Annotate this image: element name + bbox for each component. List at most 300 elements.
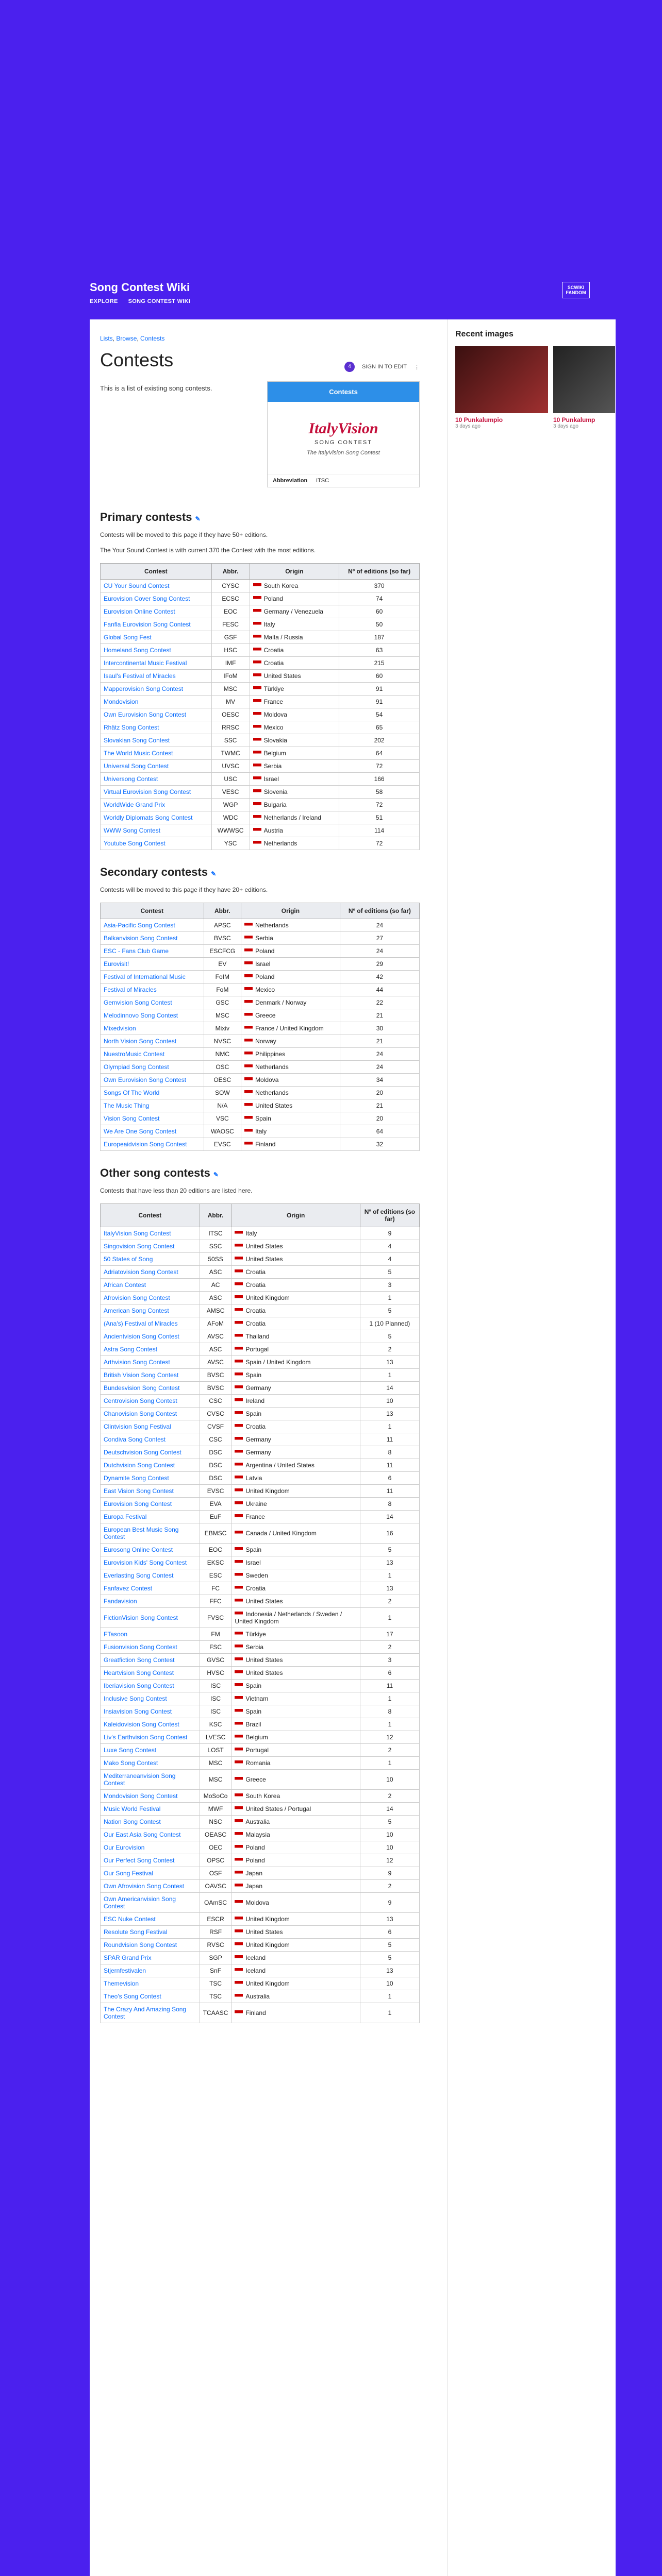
flag-icon [244,1103,253,1109]
contest-editions: 64 [340,1125,419,1138]
contest-name[interactable]: Theo's Song Contest [101,1990,200,2003]
contest-origin [231,1498,360,1511]
infobox-logo [268,402,419,474]
contest-origin [250,721,339,734]
contest-origin [231,1841,360,1854]
contest-name[interactable]: Adriatovision Song Contest [101,1266,200,1279]
contest-abbr: VESC [211,786,250,799]
wiki-title[interactable]: Song Contest Wiki [90,281,190,294]
flag-icon [235,1696,243,1702]
contest-abbr: MSC [211,683,250,696]
flag-icon [235,1282,243,1288]
contest-name[interactable]: Inclusive Song Contest [101,1692,200,1705]
contest-editions: 9 [360,1227,419,1240]
wiki-nav [90,298,616,304]
primary-note: Contests will be moved to this page if they have 50+ editions. [100,531,268,538]
contest-name[interactable]: Virtual Eurovision Song Contest [101,786,212,799]
contest-name[interactable]: Eurovision Song Contest [101,1498,200,1511]
contest-origin [231,1395,360,1408]
contest-name[interactable]: Bundesvision Song Contest [101,1382,200,1395]
contest-name[interactable]: Own Eurovision Song Contest [101,708,212,721]
contest-origin [241,1125,340,1138]
contest-name[interactable]: Own Americanvision Song Contest [101,1893,200,1913]
origin-text: United Kingdom [245,1487,290,1495]
column-header[interactable]: Nº of editions (so far) [360,1204,419,1227]
contest-origin [241,1138,340,1151]
primary-title: Primary contests [100,511,192,523]
table-row [101,996,420,1009]
contest-name[interactable]: Centrovision Song Contest [101,1395,200,1408]
table-row [101,1523,420,1544]
column-header[interactable]: Nº of editions (so far) [340,903,419,919]
contest-name[interactable]: Kaleidovision Song Contest [101,1718,200,1731]
contest-editions: 11 [360,1433,419,1446]
contest-name[interactable]: Mako Song Contest [101,1757,200,1770]
origin-text: Moldova [245,1899,269,1906]
comments-icon[interactable]: 4 [344,362,355,372]
flag-icon [244,1077,253,1083]
infobox-abbr-label: Abbreviation [273,478,308,484]
contest-name[interactable]: Intercontinental Music Festival [101,657,212,670]
contest-origin [231,1292,360,1304]
table-row [101,1926,420,1939]
flag-icon [235,1942,243,1948]
nav-wiki[interactable]: SONG CONTEST WIKI [128,298,191,304]
contest-abbr: SSC [200,1240,231,1253]
contest-editions: 24 [340,1048,419,1061]
contest-name[interactable]: Songs Of The World [101,1087,204,1099]
table-row [101,1641,420,1654]
contest-origin [250,760,339,773]
contest-name[interactable]: Fanfavez Contest [101,1582,200,1595]
contest-name[interactable]: FTasoon [101,1628,200,1641]
contest-name[interactable]: CU Your Sound Contest [101,580,212,592]
origin-text: Iceland [245,1967,266,1974]
rail-item[interactable] [455,346,548,429]
contest-name[interactable]: African Contest [101,1279,200,1292]
rail-item[interactable] [553,346,615,429]
table-row [101,605,420,618]
contest-editions: 12 [360,1854,419,1867]
contest-name[interactable]: Eurovision Kids' Song Contest [101,1556,200,1569]
contest-origin [231,1880,360,1893]
contest-abbr: ISC [200,1692,231,1705]
flag-icon [235,1321,243,1327]
contest-name[interactable]: Europa Festival [101,1511,200,1523]
contest-abbr: GSC [204,996,241,1009]
contest-name[interactable]: Fusionvision Song Contest [101,1641,200,1654]
edit-icon[interactable]: ✎ [195,515,201,522]
origin-text: Spain [255,1115,271,1122]
table-row [101,1099,420,1112]
contest-origin [231,1744,360,1757]
contest-name[interactable]: Asia-Pacific Song Contest [101,919,204,932]
origin-text: Poland [245,1844,265,1851]
contest-abbr: ESC [200,1569,231,1582]
contest-name[interactable]: Mediterraneanvision Song Contest [101,1770,200,1790]
contest-editions: 6 [360,1926,419,1939]
rail-image[interactable] [455,346,548,413]
origin-text: United States [245,1243,283,1250]
origin-text: Croatia [245,1585,266,1592]
contest-name[interactable]: Mapperovision Song Contest [101,683,212,696]
contest-name[interactable]: Arthvision Song Contest [101,1356,200,1369]
contest-editions: 370 [339,580,420,592]
contest-abbr: WDC [211,811,250,824]
contest-name[interactable]: WorldWide Grand Prix [101,799,212,811]
rail-image[interactable] [553,346,615,413]
contest-name[interactable]: Nation Song Contest [101,1816,200,1828]
contest-name[interactable]: Luxe Song Contest [101,1744,200,1757]
origin-text: France / United Kingdom [255,1025,324,1032]
table-row [101,945,420,958]
contest-name[interactable]: Our East Asia Song Contest [101,1828,200,1841]
contest-name[interactable]: 50 States of Song [101,1253,200,1266]
table-header-row [101,1204,420,1227]
origin-text: Sweden [245,1572,268,1579]
contest-name[interactable]: Eurovision Cover Song Contest [101,592,212,605]
table-row [101,1087,420,1099]
contest-abbr: TSC [200,1990,231,2003]
contest-name[interactable]: Themevision [101,1977,200,1990]
origin-text: Greece [245,1776,266,1783]
contest-abbr: AMSC [200,1304,231,1317]
contest-editions: 11 [360,1680,419,1692]
wiki-header [90,281,616,312]
table-row [101,1964,420,1977]
contest-name[interactable]: East Vision Song Contest [101,1485,200,1498]
contest-editions: 10 [360,1395,419,1408]
contest-name[interactable]: Our Eurovision [101,1841,200,1854]
contest-name[interactable]: Worldly Diplomats Song Contest [101,811,212,824]
contest-name[interactable]: Gemvision Song Contest [101,996,204,1009]
flag-icon [253,699,261,705]
contest-origin [241,1087,340,1099]
column-header[interactable]: Contest [101,903,204,919]
nav-explore[interactable]: EXPLORE [90,298,118,304]
contest-name[interactable]: Resolute Song Festival [101,1926,200,1939]
contest-origin [250,734,339,747]
contest-editions: 10 [360,1770,419,1790]
contest-name[interactable]: We Are One Song Contest [101,1125,204,1138]
contest-name[interactable]: Festival of Miracles [101,984,204,996]
contest-abbr: ESCFCG [204,945,241,958]
origin-text: Mexico [263,724,284,731]
logo-sub: SONG CONTEST [314,439,372,446]
column-header[interactable]: Contest [101,564,212,580]
origin-text: Serbia [255,935,273,942]
contest-name[interactable]: Music World Festival [101,1803,200,1816]
contest-editions: 14 [360,1511,419,1523]
edit-icon[interactable]: ✎ [213,1171,219,1178]
contest-name[interactable]: Mixedvision [101,1022,204,1035]
rail-caption[interactable]: 10 Punkalump [553,416,595,423]
contest-abbr: EOC [200,1544,231,1556]
contest-abbr: RSF [200,1926,231,1939]
origin-text: Netherlands [255,1063,289,1071]
flag-icon [253,583,261,589]
contest-name[interactable]: Youtube Song Contest [101,837,212,850]
table-row [101,1138,420,1151]
contest-name[interactable]: Our Perfect Song Contest [101,1854,200,1867]
page-content [90,319,616,2576]
column-header[interactable]: Abbr. [211,564,250,580]
contest-editions: 8 [360,1498,419,1511]
contest-name[interactable]: Singovision Song Contest [101,1240,200,1253]
contest-name[interactable]: Liv's Earthvision Song Contest [101,1731,200,1744]
contest-editions: 21 [340,1099,419,1112]
column-header[interactable]: Abbr. [204,903,241,919]
rail-caption[interactable]: 10 Punkalumpio [455,416,503,423]
column-header[interactable]: Nº of editions (so far) [339,564,420,580]
contest-name[interactable]: ItalyVision Song Contest [101,1227,200,1240]
contest-name[interactable]: Stjernfestivalen [101,1964,200,1977]
contest-name[interactable]: ESC - Fans Club Game [101,945,204,958]
contest-origin [231,1816,360,1828]
column-header[interactable]: Abbr. [200,1204,231,1227]
table-row [101,1828,420,1841]
contest-origin [250,592,339,605]
contest-name[interactable]: FictionVision Song Contest [101,1608,200,1628]
contest-name[interactable]: North Vision Song Contest [101,1035,204,1048]
table-row [101,1266,420,1279]
flag-icon [253,841,261,846]
contest-name[interactable]: Afrovision Song Contest [101,1292,200,1304]
contest-abbr: CVSC [200,1408,231,1420]
contest-name[interactable]: Clintvision Song Festival [101,1420,200,1433]
infobox [267,381,420,487]
contest-editions: 5 [360,1330,419,1343]
origin-text: United Kingdom [245,1941,290,1948]
contest-name[interactable]: Eurovisit! [101,958,204,971]
table-row [101,1569,420,1582]
contest-name[interactable]: Everlasting Song Contest [101,1569,200,1582]
contest-name[interactable]: Olympiad Song Contest [101,1061,204,1074]
contest-name[interactable]: Fandavision [101,1595,200,1608]
table-row [101,1472,420,1485]
table-row [101,1803,420,1816]
contest-origin [231,1356,360,1369]
contest-origin [231,1654,360,1667]
contest-name[interactable]: Balkanvision Song Contest [101,932,204,945]
fandom-logo[interactable]: SCWIKI FANDOM [562,282,590,298]
contest-name[interactable]: Iberiavision Song Contest [101,1680,200,1692]
flag-icon [235,1981,243,1987]
contest-abbr: MWF [200,1803,231,1816]
contest-name[interactable]: WWW Song Contest [101,824,212,837]
flag-icon [235,1573,243,1579]
origin-text: Norway [255,1038,276,1045]
contest-editions: 5 [360,1952,419,1964]
contest-name[interactable]: British Vision Song Contest [101,1369,200,1382]
contest-name[interactable]: Isaul's Festival of Miracles [101,670,212,683]
contest-name[interactable]: Eurosong Online Contest [101,1544,200,1556]
contest-origin [231,1790,360,1803]
flag-icon [253,673,261,679]
contest-name[interactable]: Slovakian Song Contest [101,734,212,747]
table-row [101,1867,420,1880]
edit-icon[interactable]: ✎ [211,870,217,877]
contest-origin [231,1926,360,1939]
flag-icon [235,1760,243,1766]
flag-icon [244,923,253,928]
contest-editions: 1 [360,1718,419,1731]
contest-name[interactable]: Dynamite Song Contest [101,1472,200,1485]
secondary-note: Contests will be moved to this page if they have 20+ editions. [100,886,268,893]
more-icon[interactable]: ⋮ [414,364,420,370]
contest-name[interactable]: Heartvision Song Contest [101,1667,200,1680]
table-row [101,1485,420,1498]
contest-editions: 12 [360,1731,419,1744]
contest-abbr: OPSC [200,1854,231,1867]
table-row [101,1692,420,1705]
origin-text: Israel [263,775,279,783]
contest-name[interactable]: Own Afrovision Song Contest [101,1880,200,1893]
contest-name[interactable]: Astra Song Contest [101,1343,200,1356]
table-row [101,799,420,811]
contest-abbr: WGP [211,799,250,811]
other-heading [100,1166,420,1180]
contest-origin [231,1952,360,1964]
contest-abbr: NMC [204,1048,241,1061]
contest-editions: 27 [340,932,419,945]
flag-icon [235,1269,243,1275]
flag-icon [244,1064,253,1070]
contest-name[interactable]: The World Music Contest [101,747,212,760]
contest-name[interactable]: Deutschvision Song Contest [101,1446,200,1459]
contest-abbr: AVSC [200,1356,231,1369]
column-header[interactable]: Origin [250,564,339,580]
flag-icon [253,789,261,795]
contest-abbr: EuF [200,1511,231,1523]
flag-icon [235,1347,243,1352]
contest-editions: 72 [339,799,420,811]
contest-name[interactable]: SPAR Grand Prix [101,1952,200,1964]
contest-name[interactable]: Mondovision Song Contest [101,1790,200,1803]
origin-text: United States [245,1256,283,1263]
contest-name[interactable]: European Best Music Song Contest [101,1523,200,1544]
contest-name[interactable]: Greatfiction Song Contest [101,1654,200,1667]
breadcrumb-browse[interactable]: Browse [116,335,137,342]
contest-abbr: RRSC [211,721,250,734]
contest-name[interactable]: Vision Song Contest [101,1112,204,1125]
origin-text: Spain [245,1682,262,1689]
flag-icon [235,1612,243,1617]
contest-name[interactable]: Universal Song Contest [101,760,212,773]
signin-button[interactable]: SIGN IN TO EDIT [362,364,407,370]
contest-name[interactable]: NuestroMusic Contest [101,1048,204,1061]
contest-editions: 5 [360,1939,419,1952]
contest-origin [231,1770,360,1790]
flag-icon [235,1599,243,1604]
contest-name[interactable]: ESC Nuke Contest [101,1913,200,1926]
breadcrumb-lists[interactable]: Lists [100,335,113,342]
contest-name[interactable]: Eurovision Online Contest [101,605,212,618]
contest-origin [231,1680,360,1692]
contest-name[interactable]: Festival of International Music [101,971,204,984]
contest-name[interactable]: Fanfla Eurovision Song Contest [101,618,212,631]
contest-name[interactable]: The Music Thing [101,1099,204,1112]
origin-text: Slovakia [263,737,287,744]
breadcrumb-contests[interactable]: Contests [140,335,165,342]
title-actions [344,362,420,372]
table-row [101,734,420,747]
contest-name[interactable]: Dutchvision Song Contest [101,1459,200,1472]
contest-abbr: CSC [200,1433,231,1446]
contest-abbr: N/A [204,1099,241,1112]
table-row [101,1718,420,1731]
contest-origin [250,708,339,721]
contest-name[interactable]: Homeland Song Contest [101,644,212,657]
contest-name[interactable]: Melodinnovo Song Contest [101,1009,204,1022]
infobox-header: Contests [268,382,419,402]
table-header-row [101,903,420,919]
table-row [101,1317,420,1330]
contest-name[interactable]: Our Song Festival [101,1867,200,1880]
contest-name[interactable]: Universong Contest [101,773,212,786]
origin-text: United States / Portugal [245,1805,311,1812]
contest-name[interactable]: (Ana's) Festival of Miracles [101,1317,200,1330]
contest-editions: 1 [360,1292,419,1304]
primary-heading [100,511,420,524]
origin-text: Romania [245,1759,271,1767]
contest-name[interactable]: Chanovision Song Contest [101,1408,200,1420]
contest-name[interactable]: Mondovision [101,696,212,708]
contest-name[interactable]: Condiva Song Contest [101,1433,200,1446]
contest-name[interactable]: Insiavision Song Contest [101,1705,200,1718]
origin-text: Türkiye [245,1631,266,1638]
column-header[interactable]: Origin [231,1204,360,1227]
contest-name[interactable]: Roundvision Song Contest [101,1939,200,1952]
table-row [101,1459,420,1472]
origin-text: Malta / Russia [263,634,303,641]
origin-text: Bulgaria [263,801,287,808]
contest-name[interactable]: Rhätz Song Contest [101,721,212,734]
flag-icon [235,1670,243,1676]
contest-editions: 6 [360,1472,419,1485]
flag-icon [235,1244,243,1249]
flag-icon [253,609,261,615]
table-row [101,1952,420,1964]
contest-origin [250,811,339,824]
table-row [101,1369,420,1382]
flag-icon [235,1411,243,1417]
contest-name[interactable]: Ancientvision Song Contest [101,1330,200,1343]
contest-editions: 1 [360,1569,419,1582]
contest-name[interactable]: Own Eurovision Song Contest [101,1074,204,1087]
contest-abbr: IFoM [211,670,250,683]
contest-name[interactable]: Global Song Fest [101,631,212,644]
contest-origin [231,1757,360,1770]
origin-text: Iceland [245,1954,266,1961]
column-header[interactable]: Origin [241,903,340,919]
flag-icon [253,648,261,653]
contest-editions: 1 [360,2003,419,2023]
contest-name[interactable]: Europeaidvision Song Contest [101,1138,204,1151]
origin-text: Ukraine [245,1500,267,1507]
contest-origin [250,618,339,631]
contest-abbr: TCAASC [200,2003,231,2023]
contest-name[interactable]: American Song Contest [101,1304,200,1317]
contest-abbr: EVA [200,1498,231,1511]
contest-abbr: TSC [200,1977,231,1990]
contest-editions: 8 [360,1705,419,1718]
flag-icon [235,1531,243,1536]
column-header[interactable]: Contest [101,1204,200,1227]
contest-name[interactable]: The Crazy And Amazing Song Contest [101,2003,200,2023]
contest-abbr: FVSC [200,1608,231,1628]
flag-icon [235,1871,243,1876]
